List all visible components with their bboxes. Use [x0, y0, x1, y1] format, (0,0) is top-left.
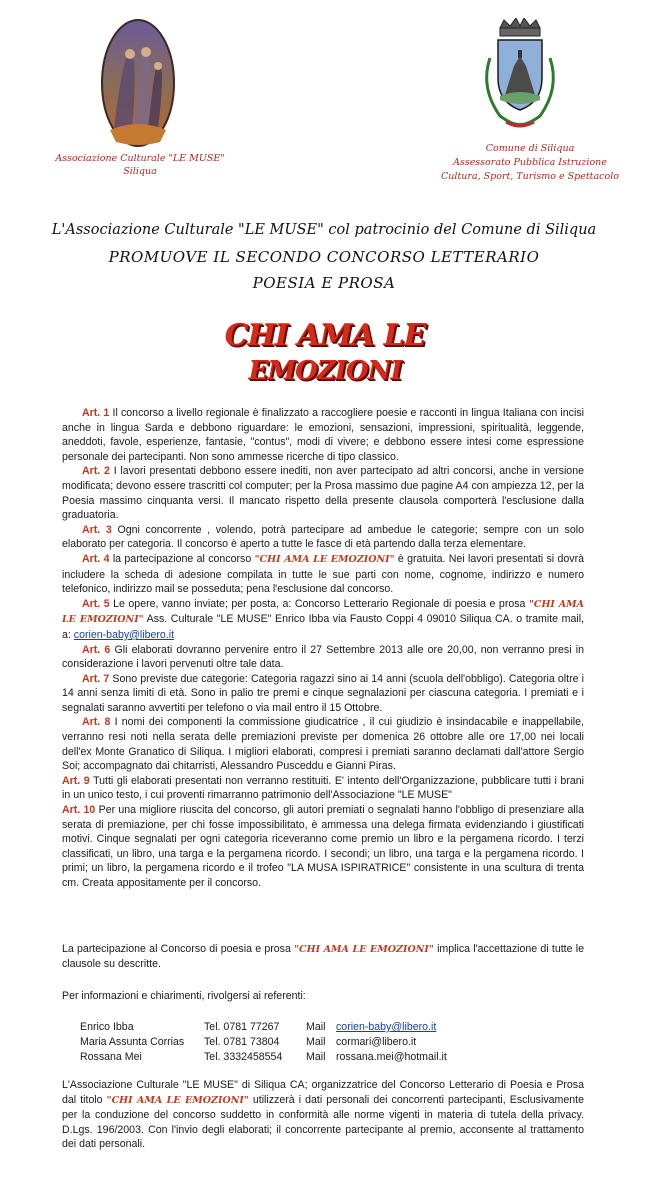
contact-name: Maria Assunta Corrias [80, 1036, 185, 1048]
article-label: Art. 7 [82, 672, 110, 685]
contact-name: Enrico Ibba [80, 1021, 134, 1033]
article-label: Art. 3 [82, 523, 112, 536]
article-text: Ass. Culturale "LE MUSE" Enrico Ibba via Fausto Coppi 4 09010 Siliqua CA. o tramite mail, a: [62, 613, 585, 641]
contact-mail-label: Mail [306, 1036, 326, 1048]
association-name: Associazione Culturale "LE MUSE" [55, 153, 225, 164]
closing-text: La partecipazione al Concorso di poesia e prosa [62, 943, 291, 955]
article-1 [62, 406, 584, 464]
contact-phone: Tel. 3332458554 [204, 1051, 283, 1063]
article-4 [62, 552, 584, 597]
contact-mail-label: Mail [306, 1021, 326, 1033]
article-text: Gli elaborati dovranno pervenire entro il 27 Settembre 2013 alle ore 20,00, non verranno presi in considerazione i lavori pervenuti oltre tale data. [62, 643, 584, 671]
article-label: Art. 5 [82, 597, 110, 610]
article-label: Art. 1 [82, 407, 110, 419]
article-3 [62, 523, 584, 552]
intro-line: L'Associazione Culturale "LE MUSE" col patrocinio del Comune di Siliqua [51, 222, 597, 238]
municipality-name: Comune di Siliqua [485, 143, 575, 154]
contact-name: Rossana Mei [80, 1051, 142, 1063]
association-caption [50, 152, 230, 178]
article-6 [62, 643, 584, 672]
promotion-subheading: POESIA E PROSA [252, 274, 396, 292]
privacy-paragraph [62, 1078, 584, 1152]
article-9 [62, 774, 584, 803]
article-label: Art. 9 [62, 774, 90, 787]
article-text: I nomi dei componenti la commissione giudicatrice , il cui giudizio è insindacabile e inappellabile, verranno resi noti nella serata delle premiazioni previste per domenica 26 ottobre alle ore 17,00 nei locali dell'ex Monte Granatico di Siliqua. I migliori elaborati, compresi i premiati saranno declamati dall'attore Sergio Soi; accompagnato dai chitarristi, Alessandro Pusceddu e Gianni Piras. [62, 716, 584, 773]
contest-name: "CHI AMA LE EMOZIONI" [62, 598, 584, 626]
contact-row [80, 1035, 500, 1050]
article-text: Ogni concorrente , volendo, potrà partecipare ad ambedue le categorie; sempre con un solo elaborato per categoria. Il concorso è aperto a tutte le fasce di età partendo dalla terza elementare. [62, 523, 584, 551]
contact-email-link[interactable]: corien-baby@libero.it [336, 1021, 437, 1033]
contest-name: "CHI AMA LE EMOZIONI" [106, 1094, 249, 1106]
municipality-office: Assessorato Pubblica Istruzione [453, 157, 607, 168]
closing-text: implica l'accettazione di tutte le clausole su descritte. [62, 943, 584, 970]
contact-phone: Tel. 0781 73804 [204, 1036, 280, 1048]
article-text: Il concorso a livello regionale è finalizzato a raccogliere poesie e racconti in lingua Italiana con incisi anche in lingua Sarda e debbono riguardare: le emozioni, sensazioni, impressioni, spiritualità, leggende, aneddoti, favole, esperienze, fantasie, "contus", modi di vivere; e debbono essere intesi come espressione personale dei partecipanti. Non sono ammesse ricerche di tipo classico. [62, 407, 584, 463]
contest-title-line1: CHI AMA LE [224, 318, 426, 353]
info-heading: Per informazioni e chiarimenti, rivolgersi ai referenti: [62, 990, 306, 1002]
article-text: Per una migliore riuscita del concorso, gli autori premiati o segnalati hanno l'obbligo di presenziare alla serata di premiazione, per chi fosse impossibilitato, è ammessa una delega firmata evidenziando i giustificati motivi. Cinque segnalati per ogni categoria riceveranno come premio un libro e la pergamena ricordo. I terzi classificati, un libro, una targa e la pergamena ricordo. I secondi; un libro, una targa e la pergamena ricordo. I primi; un libro, la pergamena ricordo e il trofeo "LA MUSA ISPIRATRICE" consistente in una scultura di trenta cm. Creata appositamente per il concorso. [62, 804, 584, 889]
contacts-list [80, 1020, 500, 1065]
article-text: Tutti gli elaborati presentati non verranno restituiti. E' intento dell'Organizzazione, pubblicare tutti i brani in un unico testo, i cui proventi rimarranno patrimonio dell'Associazione "LE MUSE" [62, 774, 584, 802]
article-text: Sono previste due categorie: Categoria ragazzi sino ai 14 anni (scuola dell'obbligo). Categoria oltre i 14 anni senza limiti di età. Sono in palio tre premi e cinque segnalazioni per ciascuna categoria. I premiati e i segnalati saranno avvertiti per telefono o via mail entro il 15 Ottobre. [62, 672, 584, 714]
article-label: Art. 10 [62, 804, 96, 817]
contact-row [80, 1020, 500, 1035]
promotion-heading: PROMUOVE IL SECONDO CONCORSO LETTERARIO [108, 248, 540, 266]
contact-row [80, 1050, 500, 1065]
article-8 [62, 715, 584, 773]
contact-email: rossana.mei@hotmail.it [336, 1051, 447, 1063]
contest-name: "CHI AMA LE EMOZIONI" [254, 553, 395, 565]
article-label: Art. 6 [82, 643, 111, 656]
siliqua-coat-of-arms-logo [470, 18, 570, 138]
privacy-text: utilizzerà i dati personali dei concorrenti partecipanti, Esclusivamente per la conduzione del concorso suddetto in conformità alle norme vigenti in materia di tutela della privacy. D.Lgs. 196/2003. Con l'invio degli elaborati; il concorrente partecipante al premio, acconsente al trattamento dei dati personali. [62, 1093, 584, 1151]
article-2 [62, 464, 584, 522]
municipality-caption [440, 142, 620, 184]
closing-paragraph [62, 942, 584, 972]
municipality-department: Cultura, Sport, Turismo e Spettacolo [441, 171, 619, 182]
article-label: Art. 2 [82, 465, 110, 478]
contest-title-line2: EMOZIONI [248, 356, 402, 386]
article-text: è gratuita. Nei lavori presentati si dovrà includere la scheda di adesione compilata in tutte le sue parti con nome, cognome, indirizzo e numero telefonico, indirizzo mail se posseduta; pena l'esclusione dal concorso. [62, 552, 584, 596]
contact-email: cormari@libero.it [336, 1036, 417, 1048]
article-text: la partecipazione al concorso [112, 552, 252, 565]
email-link[interactable]: corien-baby@libero.it [73, 628, 175, 641]
association-town: Siliqua [123, 166, 157, 177]
contest-name: "CHI AMA LE EMOZIONI" [294, 944, 434, 955]
article-text: Le opere, vanno inviate; per posta, a: Concorso Letterario Regionale di poesia e prosa [113, 597, 526, 610]
article-label: Art. 8 [82, 716, 111, 729]
article-5 [62, 597, 584, 643]
contact-phone: Tel. 0781 77267 [204, 1021, 280, 1033]
privacy-text: L'Associazione Culturale "LE MUSE" di Siliqua CA; organizzatrice del Concorso Letterario di Poesia e Prosa dal titolo [62, 1079, 584, 1106]
contact-mail-label: Mail [306, 1051, 326, 1063]
article-text: I lavori presentati debbono essere inediti, non aver partecipato ad altri concorsi, anche in versione modificata; devono essere trascritti col computer; per la Prosa massimo due pagine A4 con ampiezza 12, per la Poesia massimo cinquanta versi. Il mancato rispetto della presente clausola comporterà l'esclusione dalla graduatoria. [62, 465, 584, 522]
article-10 [62, 803, 584, 891]
muses-oval-painting-logo [100, 18, 176, 148]
articles [62, 406, 584, 891]
article-7 [62, 672, 584, 716]
article-label: Art. 4 [82, 552, 110, 565]
